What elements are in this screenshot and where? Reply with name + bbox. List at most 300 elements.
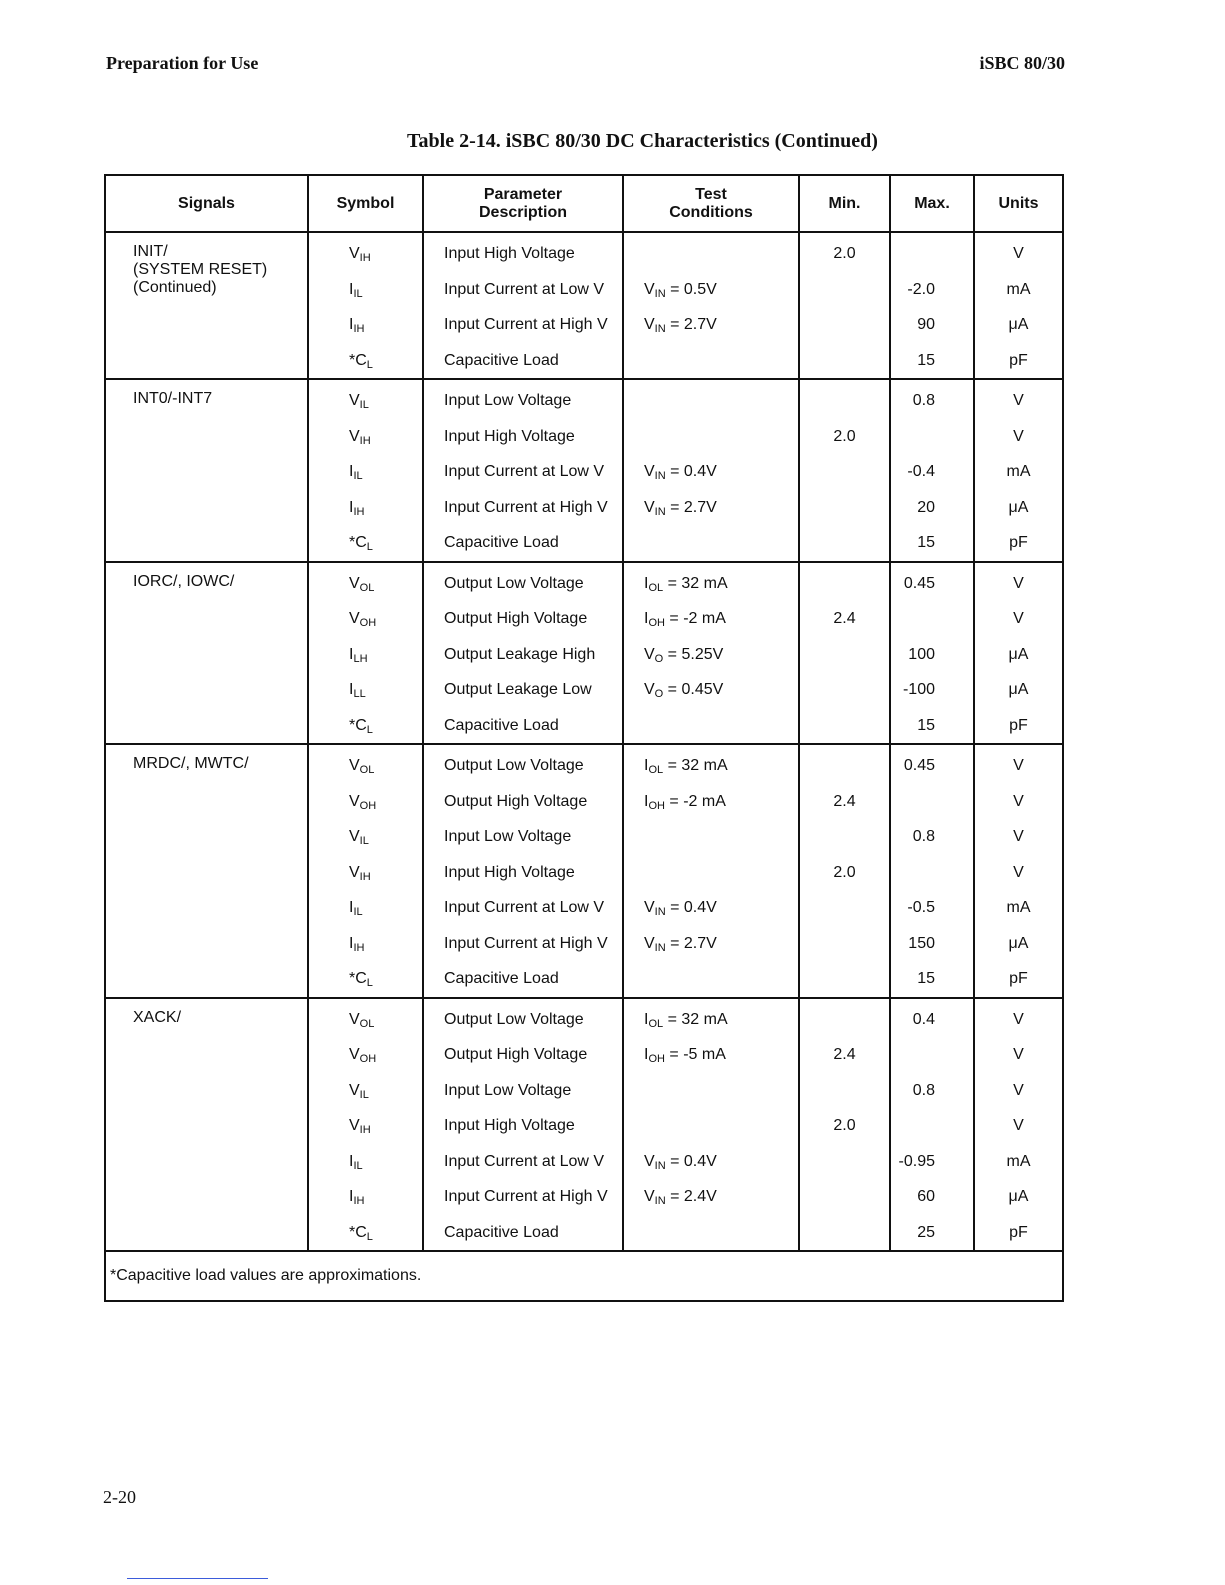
condition-value: = 2.7V (665, 498, 717, 516)
parameter-description: Input Current at Low V (444, 1152, 605, 1170)
signal-name-cell (105, 744, 308, 998)
test-condition (624, 672, 798, 708)
condition-value: = 5.25V (663, 645, 724, 663)
symbol (309, 961, 422, 997)
symbol-subscript: IH (353, 1195, 365, 1207)
unit-value: μA (1008, 1188, 1029, 1205)
max-value-cell (890, 379, 974, 562)
max-value: -0.5 (907, 899, 935, 916)
symbol-letter: V (349, 245, 360, 262)
symbol (309, 525, 422, 561)
symbol-letter: V (349, 1046, 360, 1063)
min-value-cell (799, 379, 890, 562)
unit-cell (974, 562, 1063, 745)
max-value: 90 (917, 316, 935, 333)
symbol-letter: I (349, 681, 354, 698)
unit-value: V (1013, 245, 1024, 262)
symbol-letter: V (349, 792, 360, 810)
symbol (309, 454, 422, 490)
parameter-description: Input High Voltage (444, 863, 575, 881)
unit-value: mA (1006, 1152, 1031, 1170)
condition-value: = -2 mA (664, 792, 726, 810)
min-value (800, 272, 889, 308)
symbol-prefix: * (349, 1223, 356, 1241)
test-condition-cell (623, 562, 799, 745)
parameter-description: Input High Voltage (444, 245, 575, 262)
signal-name: (SYSTEM RESET) (133, 261, 268, 278)
test-condition (624, 601, 798, 637)
symbol-subscript: IH (359, 1124, 371, 1136)
symbol (309, 272, 422, 308)
max-value: 15 (917, 970, 935, 987)
symbol-subscript: IL (353, 287, 363, 300)
bottom-rule (127, 1578, 268, 1579)
parameter-cell (423, 744, 623, 998)
max-value: -0.4 (907, 463, 935, 480)
condition-value: = 2.7V (665, 316, 717, 333)
min-value (800, 454, 889, 490)
unit-value: V (1013, 427, 1024, 445)
dc-characteristics-table (104, 174, 1062, 1302)
max-value (891, 1108, 973, 1144)
symbol-letter: I (349, 463, 354, 480)
unit-cell (974, 232, 1063, 379)
table-row (105, 744, 1063, 998)
test-condition (624, 1108, 798, 1144)
symbol-subscript: IH (359, 870, 371, 883)
signal-group (105, 379, 1063, 562)
condition-value: = 32 mA (663, 574, 728, 592)
min-value (800, 383, 889, 419)
condition-symbol: V (644, 463, 655, 480)
parameter-description: Input Current at Low V (444, 280, 605, 298)
footnote-section (105, 1251, 1063, 1301)
test-condition (624, 383, 798, 419)
condition-value: = 0.4V (665, 899, 717, 916)
symbol-cell (308, 744, 423, 998)
symbol-letter: I (349, 1152, 354, 1170)
symbol-letter: V (349, 863, 360, 881)
unit-value: V (1013, 792, 1024, 810)
unit-value: pF (1009, 970, 1028, 987)
unit-value: pF (1009, 534, 1028, 551)
condition-subscript: OH (648, 617, 665, 629)
symbol-prefix: * (349, 351, 356, 369)
symbol-letter: C (355, 716, 367, 734)
table-header (105, 175, 1063, 232)
parameter-description: Output Leakage Low (444, 681, 592, 698)
min-value (800, 926, 889, 962)
symbol (309, 926, 422, 962)
min-value (800, 343, 889, 379)
signal-group (105, 562, 1063, 745)
condition-symbol: V (644, 899, 655, 916)
parameter-description: Capacitive Load (444, 351, 559, 369)
unit-cell (974, 379, 1063, 562)
parameter-description: Capacitive Load (444, 970, 559, 987)
col-header-parameter (423, 175, 623, 232)
symbol-letter: V (349, 392, 360, 409)
max-value: -0.95 (898, 1152, 935, 1170)
min-value: 2.4 (833, 610, 856, 627)
symbol-letter: I (349, 280, 354, 298)
condition-symbol: I (644, 610, 649, 627)
min-value: 2.4 (833, 1046, 856, 1063)
symbol-subscript: OL (359, 764, 375, 776)
unit-value: pF (1009, 716, 1028, 734)
unit-value: V (1013, 610, 1024, 627)
parameter-description: Output High Voltage (444, 792, 588, 810)
symbol (309, 890, 422, 926)
symbol-subscript: IH (353, 505, 365, 518)
max-value: 0.8 (912, 828, 935, 845)
test-condition-cell (623, 379, 799, 562)
unit-value: V (1013, 863, 1024, 881)
symbol-prefix: * (349, 534, 356, 551)
parameter-description: Input Low Voltage (444, 828, 572, 845)
parameter-description: Capacitive Load (444, 716, 559, 734)
condition-symbol: V (644, 498, 655, 516)
symbol-subscript: LH (353, 652, 368, 665)
symbol (309, 601, 422, 637)
unit-value: V (1013, 1117, 1024, 1134)
symbol-subscript: IH (353, 323, 365, 335)
max-value (891, 784, 973, 820)
min-value-cell (799, 998, 890, 1252)
condition-symbol: I (644, 1046, 649, 1063)
condition-value: = 0.4V (665, 1152, 717, 1170)
max-value (891, 855, 973, 891)
col-header-test-conditions (623, 175, 799, 232)
parameter-description: Output Leakage High (444, 645, 596, 663)
condition-subscript: OL (648, 1017, 664, 1030)
signal-name: INT0/-INT7 (133, 390, 213, 407)
condition-value: = -2 mA (664, 610, 726, 627)
symbol-letter: V (349, 610, 360, 627)
condition-symbol: I (644, 792, 649, 810)
symbol-subscript: IH (353, 941, 365, 954)
parameter-description: Input Current at Low V (444, 899, 605, 916)
symbol-subscript: IH (359, 252, 371, 264)
symbol (309, 1144, 422, 1180)
unit-value: V (1013, 1081, 1024, 1099)
unit-value: mA (1006, 280, 1031, 298)
test-condition (624, 566, 798, 602)
test-condition (624, 637, 798, 673)
parameter-description: Output Low Voltage (444, 1010, 584, 1028)
test-condition (624, 236, 798, 272)
max-value: 60 (917, 1188, 935, 1205)
parameter-description: Input Current at High V (444, 498, 608, 516)
unit-value: μA (1008, 316, 1029, 333)
parameter-description: Input Low Voltage (444, 1081, 572, 1099)
symbol-subscript: L (366, 1230, 373, 1243)
min-value (800, 748, 889, 784)
symbol (309, 236, 422, 272)
max-value: -100 (902, 681, 935, 698)
unit-value: μA (1008, 681, 1029, 698)
max-value (891, 1037, 973, 1073)
condition-value: = -5 mA (664, 1046, 726, 1063)
min-value (800, 819, 889, 855)
condition-subscript: IN (654, 470, 666, 482)
test-condition (624, 454, 798, 490)
symbol (309, 1215, 422, 1251)
symbol (309, 343, 422, 379)
min-value (800, 307, 889, 343)
unit-value: μA (1008, 498, 1029, 516)
test-condition (624, 819, 798, 855)
signal-name: XACK/ (133, 1008, 182, 1026)
symbol-letter: I (349, 498, 354, 516)
unit-value: pF (1009, 351, 1028, 369)
max-value: -2.0 (907, 280, 935, 298)
min-value (800, 490, 889, 526)
symbol-subscript: IL (359, 835, 369, 847)
unit-cell (974, 998, 1063, 1252)
test-condition (624, 748, 798, 784)
test-condition (624, 490, 798, 526)
footnote: *Capacitive load values are approximations. (105, 1251, 1063, 1301)
signal-name-cell (105, 998, 308, 1252)
max-value-cell (890, 562, 974, 745)
symbol (309, 1179, 422, 1215)
test-condition (624, 1144, 798, 1180)
symbol (309, 1037, 422, 1073)
condition-subscript: IN (654, 906, 666, 918)
max-value (891, 419, 973, 455)
symbol-subscript: IL (359, 399, 369, 411)
condition-subscript: O (654, 652, 664, 665)
unit-value: V (1013, 392, 1024, 409)
condition-subscript: IN (654, 1195, 666, 1207)
table-row (105, 562, 1063, 745)
unit-value: μA (1008, 934, 1029, 952)
unit-value: V (1013, 1010, 1024, 1028)
parameter-description: Output Low Voltage (444, 757, 584, 774)
min-value (800, 1073, 889, 1109)
symbol-subscript: L (366, 358, 373, 371)
unit-value: V (1013, 574, 1024, 592)
min-value (800, 1215, 889, 1251)
condition-subscript: OH (648, 1053, 665, 1065)
parameter-description: Input Current at High V (444, 1188, 608, 1205)
col-header-signals: Signals (105, 175, 308, 232)
condition-subscript: IN (654, 323, 666, 335)
symbol-letter: V (349, 1117, 360, 1134)
min-value (800, 961, 889, 997)
condition-value: = 2.7V (665, 934, 717, 952)
test-condition-cell (623, 998, 799, 1252)
symbol-letter: I (349, 316, 354, 333)
signal-group (105, 232, 1063, 379)
max-value: 15 (917, 716, 935, 734)
unit-value: pF (1009, 1223, 1028, 1241)
max-value-cell (890, 744, 974, 998)
max-value: 150 (908, 934, 935, 952)
condition-symbol: V (644, 280, 655, 298)
signal-group (105, 744, 1063, 998)
symbol-letter: I (349, 645, 354, 663)
max-value: 100 (908, 645, 935, 663)
col-header-units: Units (974, 175, 1063, 232)
symbol (309, 819, 422, 855)
signal-name-cell (105, 562, 308, 745)
test-condition (624, 1073, 798, 1109)
condition-symbol: I (644, 757, 649, 774)
min-value-cell (799, 562, 890, 745)
symbol-subscript: OH (359, 799, 377, 812)
symbol (309, 1002, 422, 1038)
symbol (309, 637, 422, 673)
symbol (309, 708, 422, 744)
condition-value: = 2.4V (665, 1188, 717, 1205)
table-row (105, 379, 1063, 562)
symbol-letter: I (349, 899, 354, 916)
symbol-cell (308, 232, 423, 379)
symbol (309, 1108, 422, 1144)
parameter-description: Capacitive Load (444, 1223, 559, 1241)
test-condition-cell (623, 232, 799, 379)
max-value: 0.4 (912, 1010, 935, 1028)
parameter-description: Input Low Voltage (444, 392, 572, 409)
condition-symbol: V (644, 1152, 655, 1170)
condition-subscript: OH (648, 799, 665, 812)
condition-subscript: IN (654, 287, 666, 300)
unit-value: V (1013, 828, 1024, 845)
unit-cell (974, 744, 1063, 998)
parameter-description: Input Current at High V (444, 934, 608, 952)
table-row (105, 998, 1063, 1252)
min-value: 2.0 (833, 427, 856, 445)
min-value: 2.0 (833, 1117, 856, 1134)
min-value (800, 708, 889, 744)
condition-symbol: I (644, 574, 649, 592)
symbol (309, 784, 422, 820)
symbol-letter: I (349, 934, 354, 952)
max-value-cell (890, 998, 974, 1252)
signal-name: (Continued) (133, 279, 217, 296)
symbol-letter: I (349, 1188, 354, 1205)
condition-subscript: OL (648, 764, 664, 776)
parameter-description: Capacitive Load (444, 534, 559, 551)
test-condition-cell (623, 744, 799, 998)
running-header-product: iSBC 80/30 (979, 53, 1065, 73)
max-value: 15 (917, 351, 935, 369)
symbol-subscript: IL (353, 470, 363, 482)
max-value: 25 (917, 1223, 935, 1241)
unit-value: mA (1006, 463, 1031, 480)
condition-symbol: I (644, 1010, 649, 1028)
parameter-cell (423, 379, 623, 562)
condition-value: = 0.5V (665, 280, 717, 298)
condition-symbol: V (644, 316, 655, 333)
test-condition (624, 855, 798, 891)
test-condition (624, 307, 798, 343)
col-header-min: Min. (799, 175, 890, 232)
symbol-cell (308, 379, 423, 562)
footnote-row (105, 1251, 1063, 1301)
symbol-letter: C (355, 351, 367, 369)
symbol-letter: C (355, 534, 367, 551)
max-value: 15 (917, 534, 935, 551)
min-value (800, 1144, 889, 1180)
symbol-subscript: IL (359, 1088, 369, 1101)
symbol (309, 419, 422, 455)
symbol-subscript: OH (359, 1053, 377, 1065)
symbol-letter: V (349, 1010, 360, 1028)
min-value: 2.0 (833, 863, 856, 881)
symbol (309, 1073, 422, 1109)
test-condition (624, 1179, 798, 1215)
symbol-subscript: L (366, 723, 373, 736)
running-header-section: Preparation for Use (106, 53, 259, 73)
min-value (800, 637, 889, 673)
parameter-description: Input High Voltage (444, 427, 575, 445)
test-condition (624, 1037, 798, 1073)
test-condition (624, 890, 798, 926)
min-value-cell (799, 744, 890, 998)
parameter-description: Input Current at High V (444, 316, 608, 333)
unit-value: V (1013, 1046, 1024, 1063)
condition-value: = 0.45V (663, 681, 724, 698)
symbol-prefix: * (349, 716, 356, 734)
signal-group (105, 998, 1063, 1252)
signal-name: MRDC/, MWTC/ (133, 755, 249, 772)
test-condition (624, 926, 798, 962)
condition-symbol: V (644, 934, 655, 952)
condition-value: = 32 mA (663, 1010, 728, 1028)
symbol-cell (308, 998, 423, 1252)
col-header-test-line1: Test (695, 185, 727, 203)
symbol-prefix: * (349, 970, 356, 987)
symbol-subscript: IL (353, 1159, 363, 1172)
max-value: 0.45 (903, 574, 935, 592)
symbol (309, 748, 422, 784)
col-header-test-line2: Conditions (669, 203, 753, 221)
symbol-subscript: OL (359, 581, 375, 594)
parameter-cell (423, 232, 623, 379)
symbol-letter: V (349, 828, 360, 845)
min-value (800, 566, 889, 602)
parameter-description: Output Low Voltage (444, 574, 584, 592)
symbol-subscript: L (366, 541, 373, 553)
min-value: 2.4 (833, 792, 856, 810)
condition-value: = 32 mA (663, 757, 728, 774)
symbol-cell (308, 562, 423, 745)
condition-symbol: V (644, 681, 655, 698)
unit-value: mA (1006, 899, 1031, 916)
symbol-subscript: OH (359, 617, 377, 629)
test-condition (624, 1215, 798, 1251)
signal-name: INIT/ (133, 243, 168, 260)
condition-subscript: OL (648, 581, 664, 594)
min-value (800, 672, 889, 708)
col-header-parameter-line1: Parameter (483, 185, 563, 203)
signal-name: IORC/, IOWC/ (133, 572, 235, 590)
dc-table (104, 174, 1064, 1302)
test-condition (624, 272, 798, 308)
unit-value: V (1013, 757, 1024, 774)
test-condition (624, 961, 798, 997)
condition-subscript: IN (654, 505, 666, 518)
symbol (309, 490, 422, 526)
col-header-parameter-line2: Description (478, 203, 567, 221)
condition-subscript: IN (654, 1159, 666, 1172)
parameter-description: Output High Voltage (444, 1046, 588, 1063)
test-condition (624, 1002, 798, 1038)
min-value (800, 525, 889, 561)
